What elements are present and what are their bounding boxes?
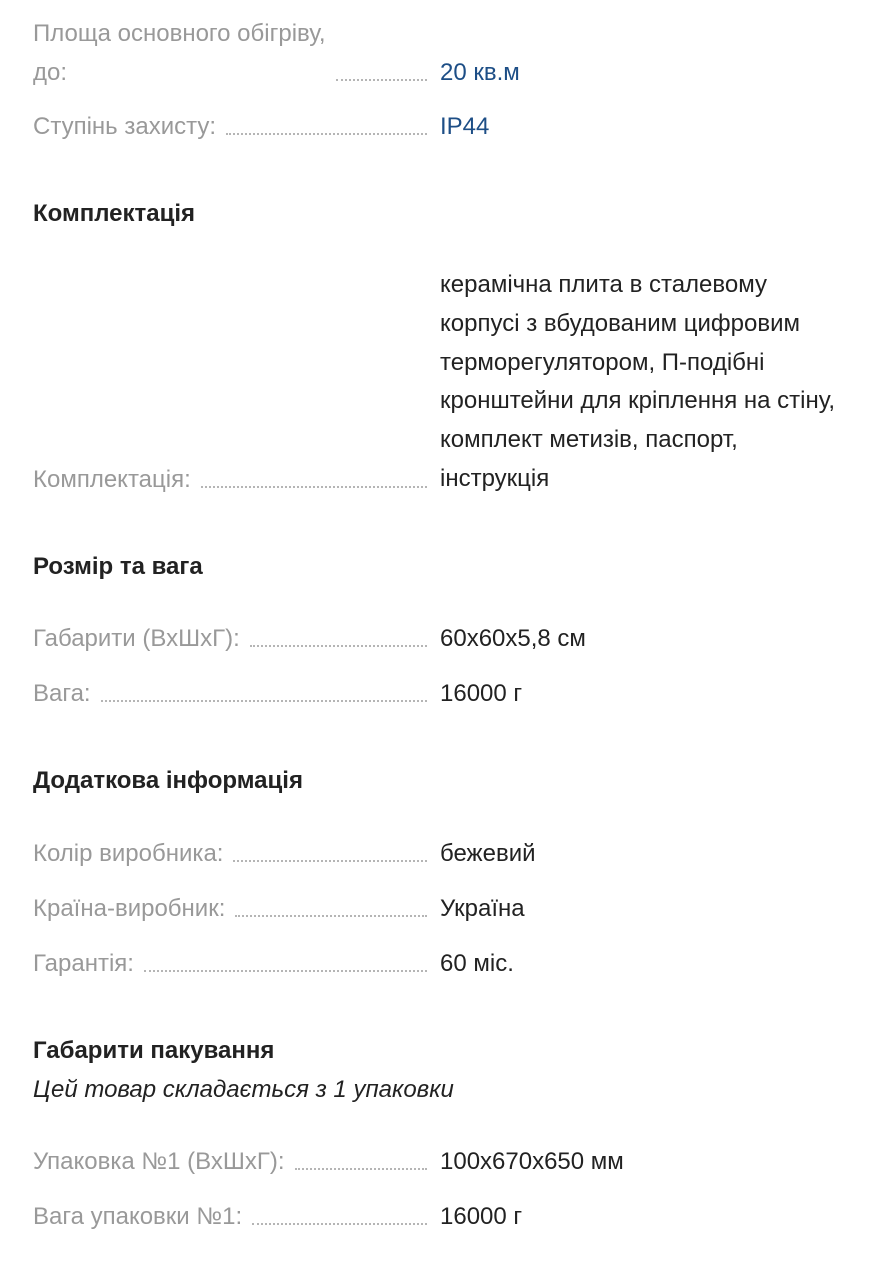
- dotted-leader: [226, 133, 427, 135]
- spec-label-warranty: Гарантія:: [33, 950, 134, 977]
- dotted-leader: [252, 1223, 427, 1225]
- packaging-subtitle: Цей товар складається з 1 упаковки: [33, 1076, 454, 1103]
- spec-row-pack-weight: [33, 1197, 845, 1236]
- spec-row-color: [33, 834, 845, 873]
- spec-label-country: Країна-виробник:: [33, 895, 226, 922]
- dotted-leader: [336, 79, 427, 81]
- spec-value-color: бежевий: [440, 840, 536, 867]
- dotted-leader: [295, 1168, 427, 1170]
- dotted-leader: [144, 970, 427, 972]
- spec-label-protection: Ступінь захисту:: [33, 113, 217, 140]
- dotted-leader: [201, 486, 427, 488]
- spec-value-weight: 16000 г: [440, 680, 523, 707]
- spec-label-kit: Комплектація:: [33, 465, 191, 493]
- spec-row-country: [33, 889, 845, 928]
- spec-value-protection[interactable]: IP44: [440, 113, 490, 140]
- spec-label-area: Площа основного обігріву, до:: [33, 20, 326, 86]
- spec-label-pack-dims: Упаковка №1 (ВхШхГ):: [33, 1148, 285, 1175]
- spec-row-area: [33, 14, 845, 92]
- spec-value-kit: керамічна плита в сталевому корпусі з вбудованим цифровим терморегулятором, П-подібні кронштейни для кріплення на стіну, комплект метизів, паспорт, інструкція: [440, 271, 835, 492]
- spec-value-pack-weight: 16000 г: [440, 1203, 523, 1230]
- spec-value-pack-dims: 100x670x650 мм: [440, 1148, 624, 1175]
- spec-row-protection: [33, 107, 845, 146]
- spec-label-pack-weight: Вага упаковки №1:: [33, 1203, 243, 1230]
- dotted-leader: [250, 645, 427, 647]
- spec-row-pack-dims: [33, 1142, 845, 1181]
- spec-label-color: Колір виробника:: [33, 840, 224, 867]
- spec-row-dims: [33, 619, 845, 658]
- spec-row-warranty: [33, 944, 845, 983]
- spec-value-country: Україна: [440, 895, 525, 922]
- dotted-leader: [235, 915, 427, 917]
- spec-value-warranty: 60 міс.: [440, 950, 514, 977]
- spec-label-dims: Габарити (ВхШхГ):: [33, 625, 240, 652]
- spec-row-weight: [33, 674, 845, 713]
- section-title-extra: Додаткова інформація: [33, 767, 303, 794]
- dotted-leader: [101, 700, 427, 702]
- section-title-kit: Комплектація: [33, 200, 196, 227]
- spec-value-dims: 60x60x5,8 см: [440, 625, 586, 652]
- spec-value-area[interactable]: 20 кв.м: [440, 59, 520, 86]
- spec-row-kit: [33, 266, 845, 499]
- dotted-leader: [233, 860, 427, 862]
- section-title-packaging: Габарити пакування: [33, 1037, 275, 1064]
- section-title-size: Розмір та вага: [33, 553, 203, 580]
- spec-label-weight: Вага:: [33, 680, 91, 707]
